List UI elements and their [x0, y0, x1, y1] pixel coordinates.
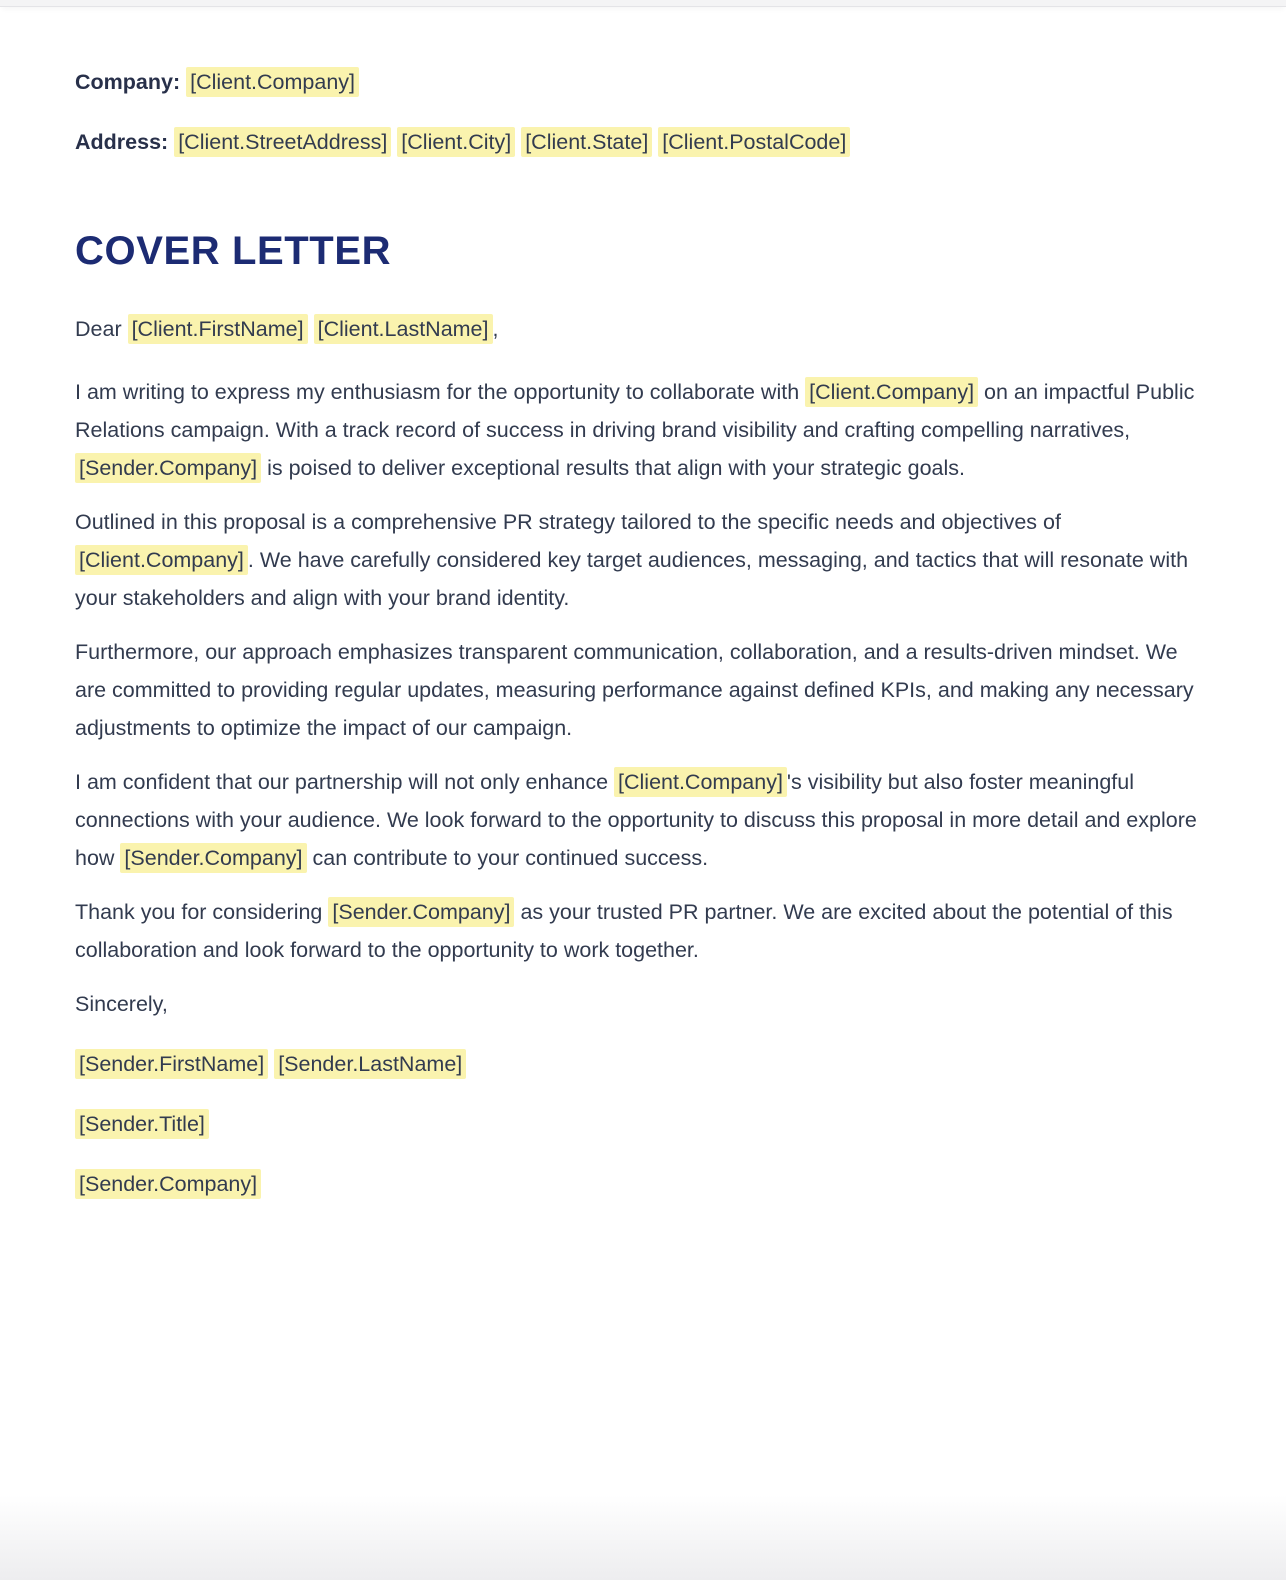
merge-field-token[interactable]: [Client.Company] [75, 545, 248, 575]
paragraph-intro [75, 373, 1210, 487]
text-run: 's visibility but also foster meaningful connections with your audience. We look forward to the opportunity to discuss this proposal in more detail and explore how [75, 770, 1203, 870]
merge-field-token[interactable]: [Sender.Title] [75, 1109, 209, 1139]
merge-field-token[interactable]: [Client.StreetAddress] [174, 127, 391, 157]
text-run: . We have carefully considered key target audiences, messaging, and tactics that will resonate with your stakeholders and align with your brand identity. [75, 548, 1195, 610]
merge-field-token[interactable]: [Sender.LastName] [274, 1049, 466, 1079]
merge-field-token[interactable]: [Client.LastName] [314, 314, 493, 344]
text-run: Dear [75, 317, 128, 341]
salutation-line [75, 310, 1210, 348]
merge-field-token[interactable]: [Client.PostalCode] [658, 127, 850, 157]
merge-field-token[interactable]: [Sender.Company] [75, 1169, 261, 1199]
text-run: I am confident that our partnership will not only enhance [75, 770, 615, 794]
merge-field-token[interactable]: [Client.FirstName] [128, 314, 308, 344]
merge-field-token[interactable]: [Sender.FirstName] [75, 1049, 268, 1079]
merge-field-token[interactable]: [Sender.Company] [328, 897, 514, 927]
merge-field-token[interactable]: [Client.Company] [186, 67, 359, 97]
merge-field-token[interactable]: [Client.State] [521, 127, 652, 157]
merge-field-token[interactable]: [Sender.Company] [75, 453, 261, 483]
text-run: Thank you for considering [75, 900, 329, 924]
text-run: can contribute to your continued success. [306, 846, 709, 870]
merge-field-token[interactable]: [Client.City] [397, 127, 515, 157]
text-run: Furthermore, our approach emphasizes transparent communication, collaboration, and a results-driven mindset. We are committed to providing regular updates, measuring performance against defined KPIs, and making any necessary adjustments to optimize the impact of our campaign. [75, 640, 1200, 740]
text-run: , [492, 317, 499, 341]
signature-name-line [75, 1045, 1210, 1083]
paragraph-thanks [75, 893, 1210, 969]
address-line [75, 123, 1210, 161]
text-run: on an impactful Public Relations campaign. With a track record of success in driving brand visibility and crafting compelling narratives, [75, 380, 1201, 442]
page-top-edge [0, 0, 1286, 7]
signature-title-line [75, 1105, 1210, 1143]
field-label: Address: [75, 130, 169, 154]
merge-field-token[interactable]: [Sender.Company] [120, 843, 306, 873]
text-run: Sincerely, [75, 992, 168, 1016]
cover-letter-content [0, 7, 1286, 1203]
merge-field-token[interactable]: [Client.Company] [614, 767, 787, 797]
cover-letter-heading: COVER LETTER [75, 229, 392, 273]
text-run: I am writing to express my enthusiasm for the opportunity to collaborate with [75, 380, 806, 404]
signature-company-line [75, 1165, 1210, 1203]
text-run: as your trusted PR partner. We are excited about the potential of this collaboration and look forward to the opportunity to work together. [75, 900, 1179, 962]
company-line [75, 63, 1210, 101]
page-bottom-fade [0, 1495, 1286, 1580]
paragraph-confidence [75, 763, 1210, 877]
closing-line [75, 985, 1210, 1023]
text-run: Outlined in this proposal is a comprehensive PR strategy tailored to the specific needs and objectives of [75, 510, 1067, 534]
merge-field-token[interactable]: [Client.Company] [805, 377, 978, 407]
text-run: is poised to deliver exceptional results that align with your strategic goals. [261, 456, 965, 480]
text-run [308, 317, 314, 341]
paragraph-strategy [75, 503, 1210, 617]
field-label: Company: [75, 70, 181, 94]
paragraph-approach [75, 633, 1210, 747]
